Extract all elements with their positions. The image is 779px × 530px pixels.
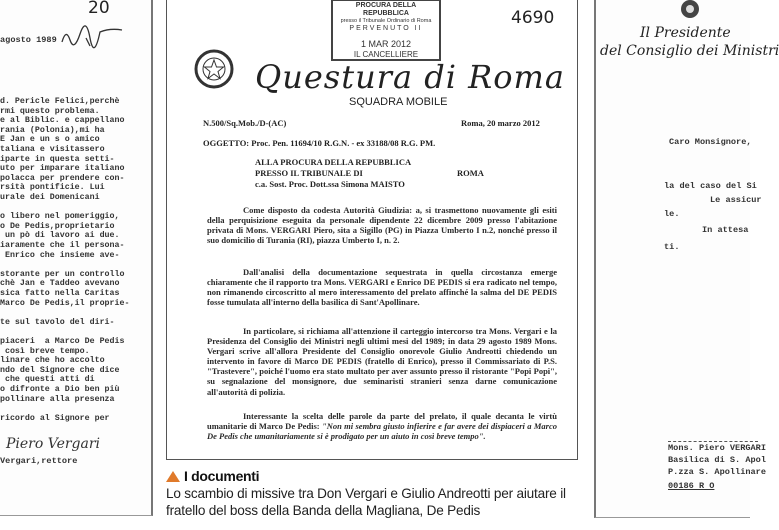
letter-line: piaceri a Marco De Pedis: [0, 337, 125, 346]
paragraph-text: Come disposto da codesta Autorità Giudizia: a, si trasmettono nuovamente gli esiti della perquisizione eseguita da personale dipendente 22 dicembre 2009 presso l'abitazione privata di Mons. VERGARI Piero, sita a Sigillo (PG) in Piazza Umberto I n.2, nonché presso il suo domicilio di Turania (RI), piazza Umberto I, n. 2.: [207, 205, 557, 246]
paragraph: [207, 267, 557, 307]
letter-line: rmi questo problema.: [0, 106, 100, 116]
letter-line: iparte in questa setti-: [0, 154, 115, 164]
recipient: [255, 157, 411, 190]
stamp-line: presso il Tribunale Ordinario di Roma: [340, 18, 432, 24]
quote-text: "Non mi sembra giusto infierire e far avere dei dispiaceri a Marco De Pedis che umanitariamente si è prodigato per un aiuto in così breve tempo".: [207, 421, 557, 442]
paragraph: [207, 326, 557, 397]
letterhead-line: Il Presidente: [640, 25, 731, 41]
caption-title-text: I documenti: [184, 468, 260, 484]
letter-line: polacca per prendere con-: [0, 173, 125, 183]
letter-line: Marco De Pedis,il proprie-: [0, 298, 130, 308]
reference-number: N.500/Sq.Mob./D-(AC): [203, 118, 287, 128]
letter-line: taliana e visitassero: [0, 145, 105, 154]
paragraph: [207, 411, 557, 441]
paragraph: [207, 205, 557, 245]
address-line: 00186 R O: [668, 481, 715, 491]
letter-line: sica fatto nella Caritas: [0, 289, 120, 298]
letter-line: che questi atti di: [0, 375, 95, 385]
page-number: 20: [88, 0, 110, 18]
stamp-line: PROCURA DELLA REPUBBLICA: [355, 2, 417, 17]
address-line: Basilica di S. Apol: [668, 455, 766, 465]
letter-line: o libero nel pomeriggio,: [0, 212, 120, 222]
department: SQUADRA MOBILE: [349, 96, 448, 108]
letter-line: la del caso del Si: [664, 181, 757, 191]
letter-line: linare che ho accolto: [0, 356, 105, 366]
signoff: Vergari,rettore: [0, 456, 78, 466]
reception-stamp: [331, 0, 441, 61]
caption-title: [166, 468, 586, 485]
subject: OGGETTO: Proc. Pen. 11694/10 R.G.N. - ex 33188/08 R.G. PM.: [203, 138, 436, 148]
letter-line: e al Biblic. e cappellano: [0, 116, 125, 126]
letterhead-line: del Consiglio dei Ministri: [600, 43, 779, 59]
letter-line: rsità pontificie. Lui: [0, 183, 105, 193]
stamp-date: 1 MAR 2012: [360, 39, 412, 49]
letter-line: ti.: [664, 242, 680, 252]
letterhead: Questura di Roma: [255, 58, 565, 96]
address-line: Mons. Piero VERGARI: [668, 443, 766, 453]
italian-emblem-icon: [192, 47, 236, 93]
letter-line: In attesa: [702, 225, 749, 235]
letter-date: agosto 1989: [0, 35, 57, 45]
letter-line: iaramente che il persona-: [0, 241, 125, 250]
letter-line: ricordo al Signore per: [0, 413, 110, 423]
divider: [668, 441, 758, 442]
signature: Piero Vergari: [6, 436, 101, 452]
letter-line: d. Pericle Felici,perchè: [0, 97, 120, 106]
andreotti-letter: [594, 0, 779, 518]
stamp-line: PERVENUTO II: [349, 25, 423, 32]
letter-line: le.: [664, 209, 680, 219]
paragraph-text: Dall'analisi della documentazione sequestrata in quella circostanza emerge chiaramente che il rapporto tra Mons. VERGARI e Enrico DE PEDIS si era radicato nel tempo, non rimanendo circoscritto al mero interessamento del prelato affinché la salma del DE PEDIS fosse tumulata all'interno della basilica di Sant'Apollinare.: [207, 267, 557, 308]
handwritten-initials: [60, 22, 125, 48]
place-date: Roma, 20 marzo 2012: [461, 118, 540, 128]
letter-line: te sul tavolo del diri-: [0, 317, 115, 327]
letter-line: Le assicur: [710, 195, 762, 205]
letter-line: storante per un controllo: [0, 269, 125, 279]
questura-report: [166, 0, 578, 460]
address-line: P.zza S. Apollinare: [668, 467, 766, 477]
italian-emblem-icon: [676, 0, 704, 22]
letter-line: pollinare alla presenza: [0, 394, 115, 404]
letter-line: uto per imparare italiano: [0, 164, 125, 174]
stamp-line: IL CANCELLIERE: [353, 50, 419, 59]
paragraph-text: Interessante la scelta delle parole da parte del prelato, il quale decanta le virtù umanitarie di Marco De Pedis:: [207, 411, 557, 432]
letter-line: un pò di lavoro ai due.: [0, 231, 120, 241]
letter-line: o De Pedis,proprietario: [0, 221, 115, 231]
letter-line: o difronte a Dio ben più: [0, 385, 120, 394]
handwritten-number: 4690: [511, 8, 555, 28]
recipient-city: ROMA: [457, 168, 484, 178]
letter-line: così breve tempo.: [0, 346, 90, 356]
letter-line: rania (Polonia),mi ha: [0, 125, 105, 135]
vergari-letter: [0, 0, 153, 516]
letter-line: E Jan e un s o amico: [0, 135, 100, 145]
recipient-line: ALLA PROCURA DELLA REPUBBLICA: [255, 157, 412, 167]
letter-line: ndo del Signore che dice: [0, 365, 120, 375]
letter-line: chè Jan e Taddeo avevano: [0, 279, 120, 289]
salutation: Caro Monsignore,: [669, 137, 752, 147]
letter-line: Enrico che insieme ave-: [0, 250, 120, 260]
recipient-line: PRESSO IL TRIBUNALE DI: [255, 168, 363, 178]
paragraph-text: In particolare, si richiama all'attenzione il carteggio intercorso tra Mons. Vergari e la Presidenza del Consiglio dei Ministri negli ultimi mesi del 1989; in data 29 agosto 1989 Mons. Vergari scrive all'allora Presidente del Consiglio onorevole Giulio Andreotti chiedendo un intervento in favore di Marco DE PEDIS (fratello di Enrico), presso il Commissariato di P.S. "Trastevere", poiché l'uomo era stato multato per aver assunto presso il ristorante "Popi Popi", su segnalazione del monsignore, due seminaristi stranieri senza darne comunicazione all'autorità di polizia.: [207, 326, 557, 397]
caption-text: Lo scambio di missive tra Don Vergari e Giulio Andreotti per aiutare il fratello del boss della Banda della Magliana, De Pedis: [166, 486, 566, 518]
letter-line: urale dei Domenicani: [0, 193, 100, 202]
triangle-icon: [166, 471, 180, 482]
recipient-line: c.a. Sost. Proc. Dott.ssa Simona MAISTO: [255, 179, 405, 189]
caption: [166, 468, 586, 519]
